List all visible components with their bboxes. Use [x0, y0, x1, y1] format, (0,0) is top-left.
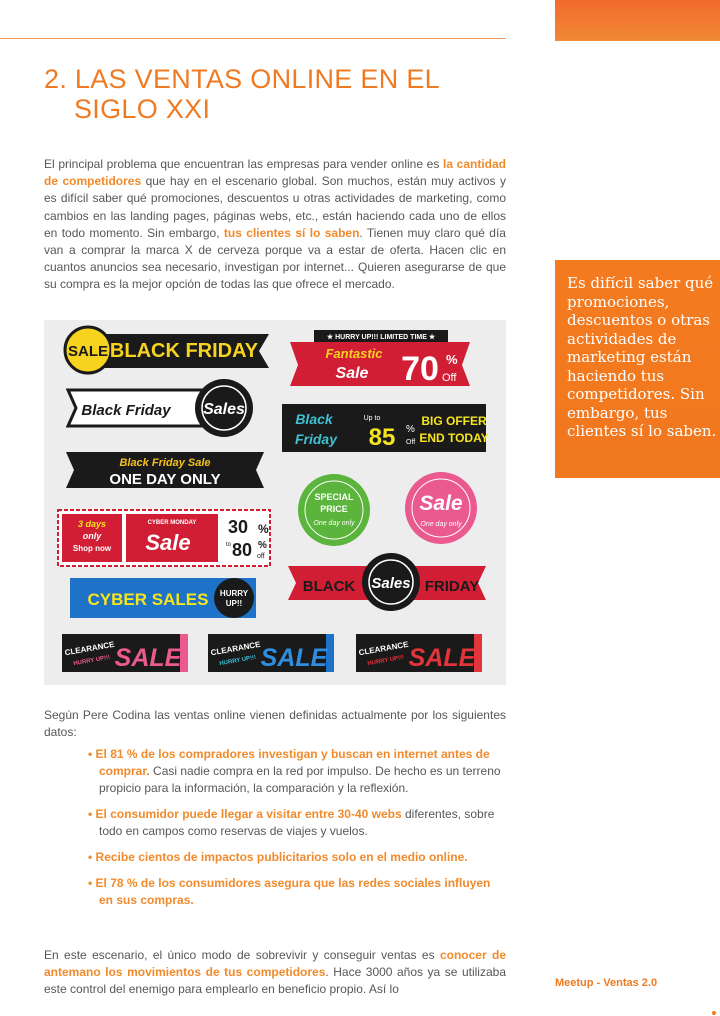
- sale-badge-text: SALE: [67, 343, 109, 360]
- only-text: only: [82, 531, 102, 541]
- hurry-small-1: HURRY UP!!!: [73, 654, 111, 668]
- banner-cyber-sales: [70, 578, 256, 618]
- clearance-text-1: CLEARANCE: [64, 639, 116, 658]
- paragraph-3-text: . Hace 3000 años ya se utilizaba este control del enemigo para emplearlo en beneficio propio. Así lo: [44, 965, 506, 997]
- bullet-dot: •: [88, 807, 93, 821]
- top-rule: [0, 38, 506, 39]
- list-item: [88, 849, 506, 866]
- clearance-text-3: CLEARANCE: [358, 639, 410, 658]
- bullet-dot: •: [88, 747, 93, 761]
- list-item: [88, 806, 506, 840]
- clearance-text-2: CLEARANCE: [210, 639, 262, 658]
- banner-clearance-red: [356, 634, 482, 672]
- hurry-up-text: ★ HURRY UP!!! LIMITED TIME ★: [326, 334, 436, 341]
- paragraph-1-text: El principal problema que encuentran las empresas para vender online es: [44, 157, 443, 171]
- shop-now-text: Shop now: [72, 544, 112, 553]
- friday-red-text: FRIDAY: [424, 578, 480, 595]
- sale-red-text: Sale: [145, 530, 191, 555]
- banner-clearance-pink: [62, 634, 188, 672]
- sale-blue-clearance: SALE: [260, 644, 328, 672]
- black-friday-script: Black Friday: [81, 402, 171, 419]
- paragraph-1-text: que hay en el escenario global. Son muchos, están muy activos y es difícil saber qué promociones, descuentos u otras actividades de marketing, como cambios en las landing pages, páginas webs, etc., están haciendo cada uno de ellos en todo momento. Sin embargo,: [44, 174, 506, 240]
- sale-red-clearance: SALE: [408, 644, 476, 672]
- three-days-text: 3 days: [77, 519, 107, 529]
- bullet-dot: •: [88, 850, 93, 864]
- price-text: PRICE: [320, 504, 348, 514]
- badge-special-price: [298, 474, 370, 546]
- banner-fantastic-sale: [290, 330, 470, 388]
- highlight-competidores: la cantidad de competidores: [44, 157, 506, 189]
- hurry-text: HURRY: [219, 589, 249, 598]
- bullet-text: Casi nadie compra en la red por impulso. De hecho es un terreno propicio para la información, la comparación y la reflexión.: [99, 764, 501, 795]
- special-text: SPECIAL: [314, 492, 354, 502]
- hurry-small-3: HURRY UP!!!: [367, 654, 405, 668]
- title-line-2: SIGLO XXI: [74, 94, 211, 124]
- off-small-text: Off: [406, 439, 416, 446]
- banner-sale-black-friday: [65, 327, 269, 373]
- title-line-1: 2. LAS VENTAS ONLINE EN EL: [44, 64, 440, 94]
- thirty-text: 30: [227, 517, 249, 537]
- up-to-text: Up to: [363, 415, 381, 422]
- sidebar-quote: Es difícil saber qué promociones, descuentos o otras actividades de marketing están haciendo tus competidores. Sin embargo, tus clientes sí lo saben.: [567, 274, 717, 440]
- sale-banners-image: [44, 320, 506, 685]
- one-day-pink-text: One day only: [420, 521, 462, 528]
- sales-red-badge-text: Sales: [371, 575, 411, 592]
- bullet-highlight: El 81 % de los compradores investigan y buscan en internet antes de comprar.: [95, 747, 490, 778]
- pink-sale-text: Sale: [419, 492, 463, 515]
- page-marker: [712, 1011, 716, 1015]
- banner-one-day-only: [66, 452, 264, 488]
- bullet-text: diferentes, sobre todo en campos como reservas de viajes y vuelos.: [99, 807, 495, 838]
- percent-text: %: [446, 352, 458, 367]
- friday-cyan-text: Friday: [294, 431, 338, 447]
- big-offer-text: BIG OFFER: [421, 414, 487, 428]
- banner-clearance-blue: [208, 634, 334, 672]
- bullet-highlight: Recibe cientos de impactos publicitarios solo en el medio online.: [95, 850, 468, 864]
- off-80-text: off: [257, 553, 265, 560]
- sale-word-text: Sale: [335, 365, 369, 382]
- bullet-dot: •: [88, 876, 93, 890]
- sales-badge-text: Sales: [203, 401, 245, 418]
- fantastic-text: Fantastic: [325, 346, 383, 361]
- paragraph-3-text: En este escenario, el único modo de sobrevivir y conseguir ventas es: [44, 948, 440, 962]
- cyber-sales-text: CYBER SALES: [87, 590, 209, 609]
- paragraph-3: [44, 947, 506, 999]
- eighty-five-text: 85: [368, 424, 396, 451]
- banner-cyber-monday: [58, 510, 270, 566]
- cyber-monday-text: CYBER MONDAY: [147, 520, 197, 526]
- one-day-green-text: One day only: [313, 520, 355, 527]
- end-today-text: END TODAY: [419, 431, 489, 445]
- paragraph-1: [44, 156, 506, 294]
- percent-30-text: %: [258, 522, 269, 536]
- up-text: UP!!: [225, 599, 243, 608]
- list-item: [88, 746, 506, 797]
- banner-black-sales-friday: [288, 553, 486, 611]
- to-text: to: [226, 542, 232, 548]
- paragraph-1-text: . Tienen muy claro qué día van a comprar la marca X de cerveza porque va a estar de oferta. Hacen clic en cuantos anuncios sea necesario, investigan por internet... Quieren asegurarse de que su compra es la mejor opción de todas las que ofrece el mercado.: [44, 225, 506, 292]
- footer-label: Meetup - Ventas 2.0: [555, 977, 658, 989]
- banner-black-friday-sales: [68, 379, 253, 437]
- sidebar-quote-box: [555, 260, 720, 478]
- eighty-text: 80: [231, 540, 253, 560]
- section-title: [44, 64, 440, 124]
- bullet-list: [88, 746, 506, 918]
- sale-pink-clearance: SALE: [114, 644, 182, 672]
- orange-header-block: [555, 0, 720, 41]
- highlight-competidores-movimientos: conocer de antemano los movimientos de tus competidores: [44, 948, 506, 980]
- banner-85-off: [282, 404, 489, 452]
- bullet-highlight: El 78 % de los consumidores asegura que las redes sociales influyen en sus compras.: [95, 876, 491, 907]
- black-cyan-text: Black: [295, 411, 333, 427]
- one-day-only-text: ONE DAY ONLY: [109, 471, 221, 488]
- percent-small-text: %: [406, 424, 415, 435]
- bf-sale-text: Black Friday Sale: [119, 457, 211, 469]
- list-item: [88, 875, 506, 909]
- seventy-text: 70: [401, 350, 439, 388]
- off-text: Off: [442, 372, 457, 384]
- percent-80-text: %: [258, 540, 267, 551]
- bullet-highlight: El consumidor puede llegar a visitar entre 30-40 webs: [95, 807, 402, 821]
- highlight-clientes: tus clientes sí lo saben: [223, 225, 360, 240]
- paragraph-2: Según Pere Codina las ventas online vienen definidas actualmente por los siguientes datos:: [44, 708, 506, 740]
- black-red-text: BLACK: [302, 578, 356, 595]
- hurry-small-2: HURRY UP!!!: [219, 654, 257, 668]
- sale-banners-illustration: [44, 320, 506, 685]
- black-friday-text: BLACK FRIDAY: [109, 340, 259, 362]
- badge-pink-sale: [405, 472, 477, 544]
